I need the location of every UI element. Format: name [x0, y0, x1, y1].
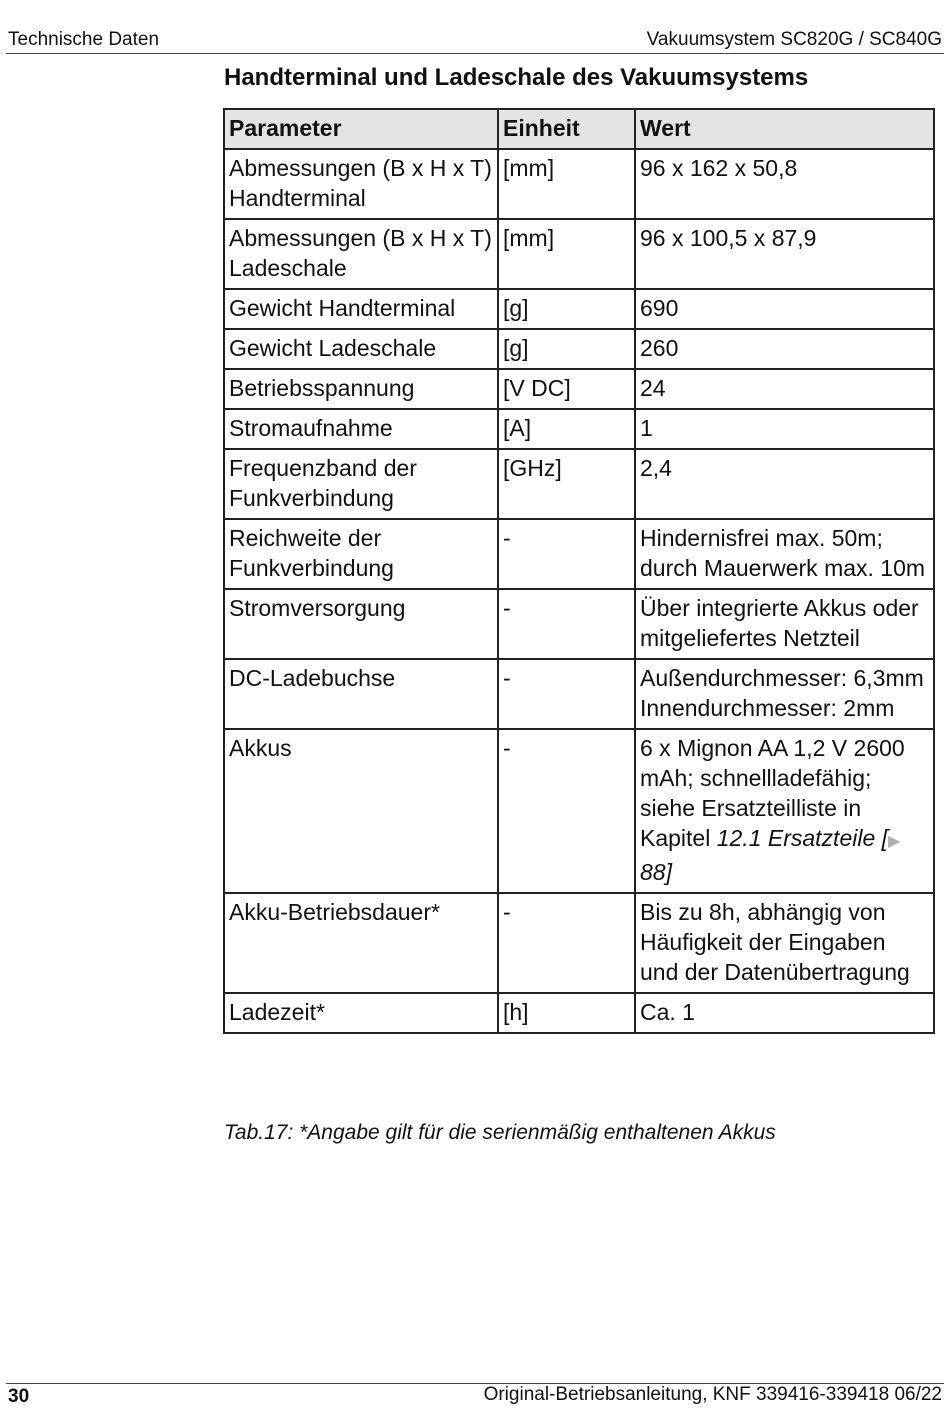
cell-parameter: Gewicht Handterminal: [224, 289, 498, 329]
cell-parameter: Stromaufnahme: [224, 409, 498, 449]
cell-unit: [V DC]: [498, 369, 635, 409]
footer-document-info: Original-Betriebsanleitung, KNF 339416-339418 06/22: [483, 1384, 942, 1405]
table-row: [224, 993, 934, 1033]
cell-unit: -: [498, 589, 635, 659]
header-product: Vakuumsystem SC820G / SC840G: [646, 29, 942, 50]
value-line-inner-diameter: Innendurchmesser: 2mm: [640, 695, 895, 721]
cell-parameter: Reichweite der Funkverbindung: [224, 519, 498, 589]
cell-value: 690: [635, 289, 934, 329]
cell-unit: -: [498, 519, 635, 589]
cell-parameter: Abmessungen (B x H x T) Handterminal: [224, 149, 498, 219]
cell-parameter: Akku-Betriebsdauer*: [224, 893, 498, 993]
cell-parameter: Akkus: [224, 729, 498, 893]
spare-parts-link-text: 12.1 Ersatzteile [: [716, 825, 889, 851]
cell-unit: -: [498, 659, 635, 729]
cell-parameter: Ladezeit*: [224, 993, 498, 1033]
cell-value: 96 x 100,5 x 87,9: [635, 219, 934, 289]
page-reference-arrow-icon: ▶: [888, 833, 901, 850]
cell-unit: [mm]: [498, 149, 635, 219]
cell-unit: [h]: [498, 993, 635, 1033]
table-header-row: [224, 109, 934, 149]
cell-parameter: Abmessungen (B x H x T) Ladeschale: [224, 219, 498, 289]
table-row: [224, 149, 934, 219]
spare-parts-link-page: 88]: [640, 859, 672, 885]
cell-unit: [mm]: [498, 219, 635, 289]
cell-value: 24: [635, 369, 934, 409]
header-divider: [6, 53, 944, 54]
cell-parameter: Frequenzband der Funkverbindung: [224, 449, 498, 519]
table-caption: Tab.17: *Angabe gilt für die serienmäßig enthaltenen Akkus: [224, 1121, 776, 1144]
column-header-unit: Einheit: [498, 109, 635, 149]
cell-value: 96 x 162 x 50,8: [635, 149, 934, 219]
cell-value: [635, 729, 934, 893]
table-row: [224, 729, 934, 893]
cell-value: 2,4: [635, 449, 934, 519]
cell-value: Über integrierte Akkus oder mitgeliefertes Netzteil: [635, 589, 934, 659]
cell-unit: [g]: [498, 289, 635, 329]
section-title: Handterminal und Ladeschale des Vakuumsystems: [224, 64, 809, 91]
cell-value: Bis zu 8h, abhängig von Häufigkeit der Eingaben und der Datenübertragung: [635, 893, 934, 993]
table-row: [224, 289, 934, 329]
spec-table: [223, 108, 935, 1034]
value-line-outer-diameter: Außendurchmesser: 6,3mm: [640, 665, 924, 691]
table-row: [224, 589, 934, 659]
column-header-parameter: Parameter: [224, 109, 498, 149]
cell-unit: [g]: [498, 329, 635, 369]
cell-value: 260: [635, 329, 934, 369]
cell-parameter: Stromversorgung: [224, 589, 498, 659]
cell-unit: -: [498, 893, 635, 993]
column-header-value: Wert: [635, 109, 934, 149]
table-row: [224, 659, 934, 729]
header-chapter: Technische Daten: [8, 29, 160, 50]
akkus-description: 6 x Mignon AA 1,2 V 2600 mAh; schnellladefähig; siehe Ersatzteilliste in Kapitel: [640, 735, 905, 851]
table-row: [224, 219, 934, 289]
table-row: [224, 519, 934, 589]
cell-unit: [A]: [498, 409, 635, 449]
table-row: [224, 893, 934, 993]
cell-parameter: DC-Ladebuchse: [224, 659, 498, 729]
table-row: [224, 449, 934, 519]
cell-parameter: Betriebsspannung: [224, 369, 498, 409]
cell-unit: -: [498, 729, 635, 893]
cell-value: [635, 659, 934, 729]
cell-parameter: Gewicht Ladeschale: [224, 329, 498, 369]
cell-unit: [GHz]: [498, 449, 635, 519]
cell-value: Hindernisfrei max. 50m; durch Mauerwerk max. 10m: [635, 519, 934, 589]
table-row: [224, 409, 934, 449]
cell-value: Ca. 1: [635, 993, 934, 1033]
cell-value: 1: [635, 409, 934, 449]
table-row: [224, 329, 934, 369]
page-number: 30: [8, 1386, 30, 1407]
table-row: [224, 369, 934, 409]
